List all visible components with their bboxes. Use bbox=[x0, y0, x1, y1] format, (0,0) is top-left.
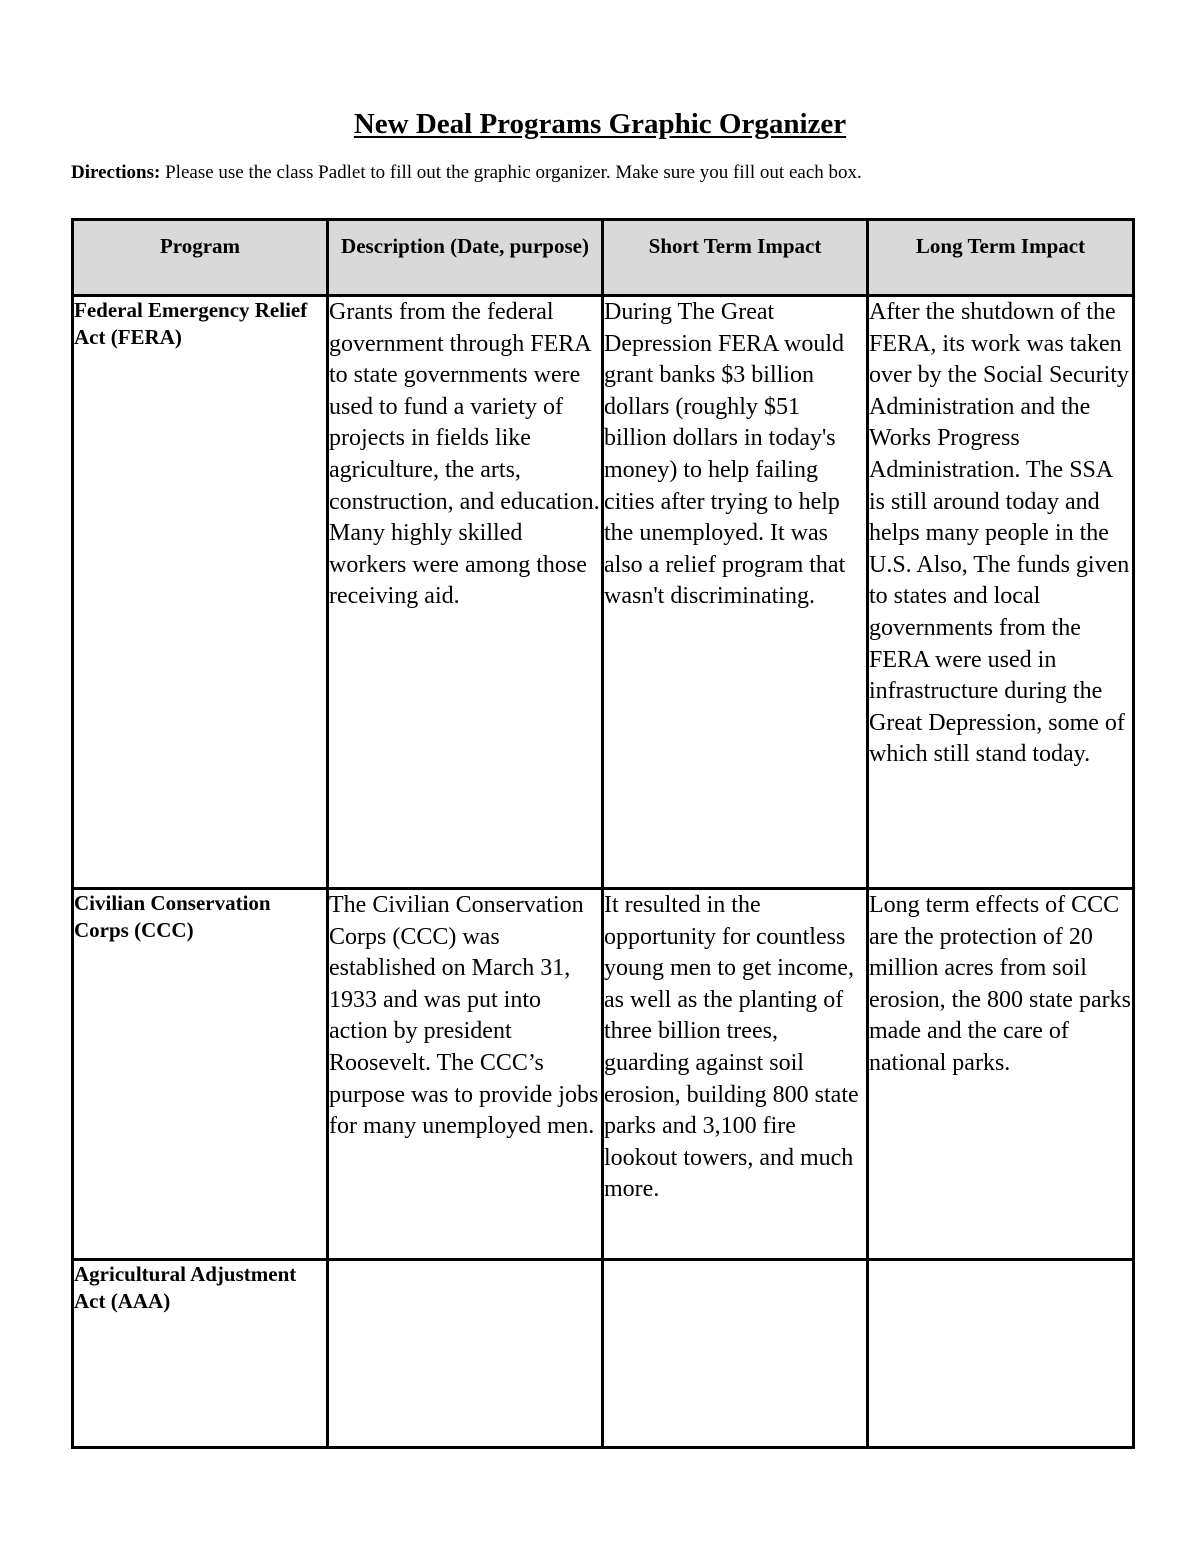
short-term-impact-cell[interactable]: During The Great Depression FERA would grant banks $3 billion dollars (roughly $51 billion dollars in today's money) to help failing cities after trying to help the unemployed. It was also a relief program that wasn't discriminating. bbox=[603, 296, 868, 889]
directions bbox=[71, 162, 862, 184]
description-cell[interactable]: Grants from the federal government through FERA to state governments were used to fund a variety of projects in fields like agriculture, the arts, construction, and education. Many highly skilled workers were among those receiving aid. bbox=[328, 296, 603, 889]
table-row bbox=[73, 296, 1134, 889]
header-short-term-impact: Short Term Impact bbox=[603, 220, 868, 296]
page-title: New Deal Programs Graphic Organizer bbox=[353, 108, 847, 140]
program-name: Civilian Conservation Corps (CCC) bbox=[73, 889, 328, 1260]
graphic-organizer-table bbox=[71, 218, 1135, 1449]
description-cell[interactable] bbox=[328, 1260, 603, 1448]
program-name: Agricultural Adjustment Act (AAA) bbox=[73, 1260, 328, 1448]
short-term-impact-cell[interactable] bbox=[603, 1260, 868, 1448]
table-row bbox=[73, 889, 1134, 1260]
program-name: Federal Emergency Relief Act (FERA) bbox=[73, 296, 328, 889]
directions-label: Directions: bbox=[71, 162, 161, 183]
header-description: Description (Date, purpose) bbox=[328, 220, 603, 296]
description-cell[interactable]: The Civilian Conservation Corps (CCC) was established on March 31, 1933 and was put into action by president Roosevelt. The CCC’s purpose was to provide jobs for many unemployed men. bbox=[328, 889, 603, 1260]
header-program: Program bbox=[73, 220, 328, 296]
header-long-term-impact: Long Term Impact bbox=[868, 220, 1134, 296]
long-term-impact-cell[interactable]: Long term effects of CCC are the protection of 20 million acres from soil erosion, the 800 state parks made and the care of national parks. bbox=[868, 889, 1134, 1260]
long-term-impact-cell[interactable]: After the shutdown of the FERA, its work was taken over by the Social Security Administration and the Works Progress Administration. The SSA is still around today and helps many people in the U.S. Also, The funds given to states and local governments from the FERA were used in infrastructure during the Great Depression, some of which still stand today. bbox=[868, 296, 1134, 889]
header-row bbox=[73, 220, 1134, 296]
table-row bbox=[73, 1260, 1134, 1448]
directions-text: Please use the class Padlet to fill out the graphic organizer. Make sure you fill out each box. bbox=[160, 162, 862, 183]
long-term-impact-cell[interactable] bbox=[868, 1260, 1134, 1448]
short-term-impact-cell[interactable]: It resulted in the opportunity for countless young men to get income, as well as the planting of three billion trees, guarding against soil erosion, building 800 state parks and 3,100 fire lookout towers, and much more. bbox=[603, 889, 868, 1260]
